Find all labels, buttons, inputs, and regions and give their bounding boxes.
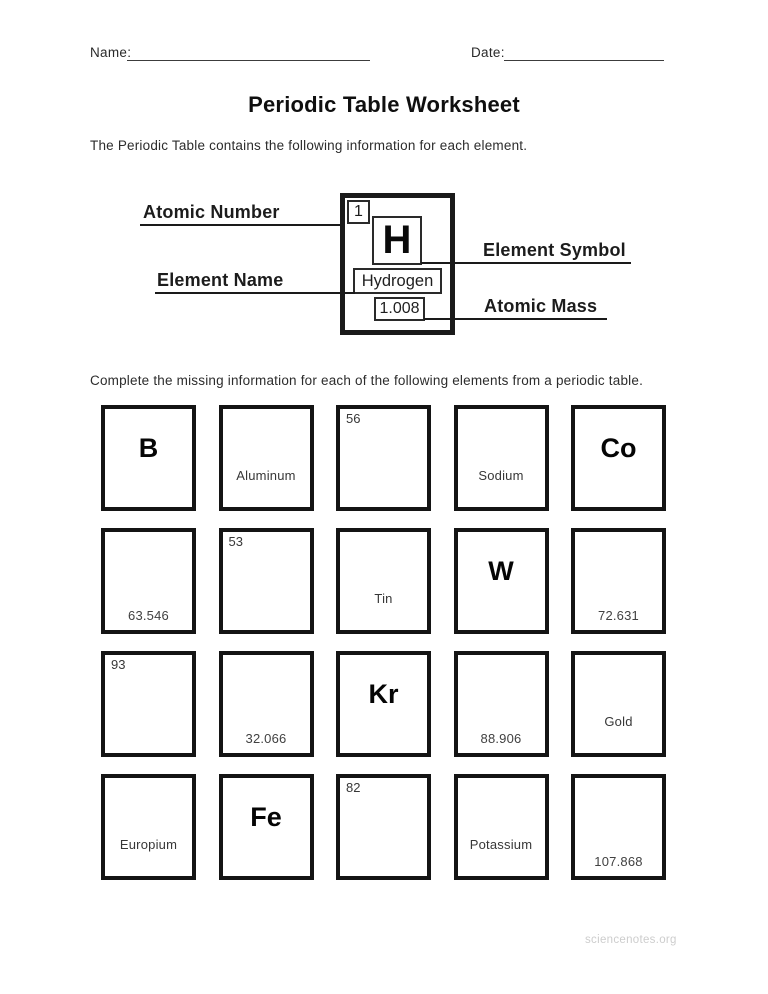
atomic-number-slot: 56 [346,411,361,426]
element-name-connector-line [155,292,355,294]
atomic-mass-slot: 88.906 [480,731,522,746]
example-mass-box [374,297,425,321]
element-symbol-slot: B [138,433,159,463]
element-box[interactable] [571,774,666,880]
element-box[interactable] [101,405,196,511]
atomic-mass-label: Atomic Mass [484,296,598,316]
element-box[interactable] [454,651,549,757]
element-box[interactable] [336,651,431,757]
element-symbol-slot: W [488,556,514,586]
atomic-number-slot: 53 [228,534,243,549]
example-symbol-box [372,216,422,265]
name-fill-line[interactable] [127,60,370,61]
example-name-box [353,268,442,294]
atomic-mass-slot: 107.868 [594,854,643,869]
element-box[interactable] [571,405,666,511]
example-element-card [340,193,455,335]
element-symbol-label: Element Symbol [483,240,626,260]
element-box[interactable] [219,774,314,880]
atomic-number-connector-line [140,224,345,226]
element-name-slot: Tin [374,591,393,606]
element-box[interactable] [101,528,196,634]
element-box[interactable] [219,528,314,634]
element-box[interactable] [336,528,431,634]
element-box[interactable] [571,528,666,634]
element-box[interactable] [219,651,314,757]
element-grid [101,405,666,880]
example-element-name: Hydrogen [361,271,434,290]
element-box[interactable] [219,405,314,511]
element-box[interactable] [454,774,549,880]
example-atomic-number-box [347,200,370,224]
element-name-slot: Potassium [469,837,533,852]
element-name-slot: Aluminum [236,468,296,483]
footer-watermark: sciencenotes.org [585,934,677,946]
element-name-slot: Sodium [478,468,524,483]
element-symbol-connector-line [421,262,631,264]
atomic-mass-connector-line [424,318,607,320]
example-atomic-mass: 1.008 [379,300,420,317]
element-box[interactable] [101,774,196,880]
name-label: Name: [90,45,132,60]
page-title: Periodic Table Worksheet [248,92,520,117]
element-box[interactable] [571,651,666,757]
element-symbol-slot: Co [600,433,637,463]
element-name-label: Element Name [157,270,284,290]
date-label: Date: [471,45,505,60]
atomic-mass-slot: 32.066 [245,731,287,746]
element-box[interactable] [454,405,549,511]
atomic-number-slot: 93 [111,657,126,672]
element-symbol-slot: Kr [368,679,399,709]
intro-text: The Periodic Table contains the following information for each element. [90,138,528,153]
element-box[interactable] [454,528,549,634]
atomic-number-label: Atomic Number [143,202,280,222]
element-name-slot: Europium [119,837,178,852]
atomic-mass-slot: 72.631 [598,608,639,623]
example-atomic-number: 1 [354,203,363,220]
atomic-number-slot: 82 [346,780,361,795]
atomic-mass-slot: 63.546 [128,608,169,623]
element-box[interactable] [336,405,431,511]
element-box[interactable] [336,774,431,880]
example-element-symbol: H [382,218,412,262]
element-symbol-slot: Fe [250,802,282,832]
date-fill-line[interactable] [504,60,664,61]
element-name-slot: Gold [604,714,633,729]
element-box[interactable] [101,651,196,757]
instruction-text: Complete the missing information for each of the following elements from a periodic table. [90,373,644,388]
